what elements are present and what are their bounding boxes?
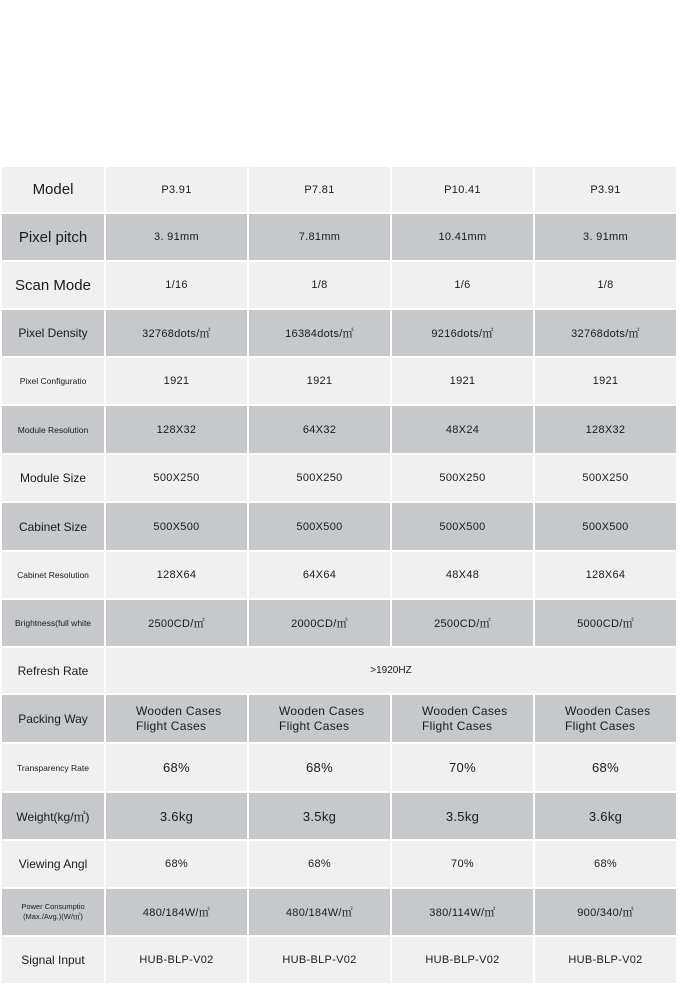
row-label: Model (1, 166, 105, 213)
row-label: Pixel Density (1, 309, 105, 357)
spec-value: 1921 (248, 357, 391, 405)
spec-value: >1920HZ (105, 647, 677, 694)
spec-value: HUB-BLP-V02 (391, 936, 534, 984)
spec-value: 128X32 (105, 405, 248, 454)
spec-value: 128X32 (534, 405, 677, 454)
row-label: Pixel pitch (1, 213, 105, 261)
spec-row-signal-input (1, 936, 677, 984)
spec-value: 2500CD/㎡ (105, 599, 248, 647)
spec-value: 1921 (105, 357, 248, 405)
specification-table (0, 165, 678, 985)
spec-value: 2000CD/㎡ (248, 599, 391, 647)
spec-row-pixel-pitch (1, 213, 677, 261)
spec-value: 68% (105, 840, 248, 888)
spec-value: 500X500 (248, 502, 391, 551)
spec-row-pixel-density (1, 309, 677, 357)
spec-value: 3. 91mm (105, 213, 248, 261)
row-label: Module Size (1, 454, 105, 502)
row-label: Pixel Configuratio (1, 357, 105, 405)
packing-line-2: Flight Cases (136, 718, 207, 733)
row-label: Module Resolution (1, 405, 105, 454)
spec-row-scan-mode (1, 261, 677, 309)
spec-value: 128X64 (105, 551, 248, 599)
spec-value: 70% (391, 743, 534, 792)
spec-value: P10.41 (391, 166, 534, 213)
spec-value: 68% (105, 743, 248, 792)
spec-value: HUB-BLP-V02 (534, 936, 677, 984)
spec-value: 380/114W/㎡ (391, 888, 534, 936)
spec-value: 500X250 (534, 454, 677, 502)
spec-value: 1921 (534, 357, 677, 405)
row-label: Signal Input (1, 936, 105, 984)
spec-row-module-size (1, 454, 677, 502)
spec-value (248, 694, 391, 743)
spec-value: P3.91 (105, 166, 248, 213)
spec-value: 3.6kg (105, 792, 248, 840)
spec-value: 64X64 (248, 551, 391, 599)
spec-value: 3.6kg (534, 792, 677, 840)
spec-value: 3.5kg (248, 792, 391, 840)
spec-value: 68% (248, 840, 391, 888)
spec-row-power-consumption (1, 888, 677, 936)
packing-line-2: Flight Cases (422, 718, 493, 733)
spec-value: 500X250 (105, 454, 248, 502)
spec-value: 7.81mm (248, 213, 391, 261)
spec-value: 32768dots/㎡ (534, 309, 677, 357)
spec-value: 16384dots/㎡ (248, 309, 391, 357)
spec-value (534, 694, 677, 743)
row-label: Refresh Rate (1, 647, 105, 694)
packing-line-1: Wooden Cases (136, 703, 222, 718)
spec-value: HUB-BLP-V02 (105, 936, 248, 984)
spec-value (105, 694, 248, 743)
row-label: Packing Way (1, 694, 105, 743)
packing-line-1: Wooden Cases (279, 703, 365, 718)
spec-value: 2500CD/㎡ (391, 599, 534, 647)
spec-row-model (1, 166, 677, 213)
spec-row-viewing-angle (1, 840, 677, 888)
spec-value: P3.91 (534, 166, 677, 213)
spec-value: 1/16 (105, 261, 248, 309)
spec-value: 68% (534, 840, 677, 888)
spec-value: 900/340/㎡ (534, 888, 677, 936)
spec-row-transparency-rate (1, 743, 677, 792)
row-label: Cabinet Resolution (1, 551, 105, 599)
packing-line-1: Wooden Cases (565, 703, 651, 718)
spec-value: 480/184W/㎡ (105, 888, 248, 936)
spec-value: 48X24 (391, 405, 534, 454)
spec-row-cabinet-size (1, 502, 677, 551)
spec-value: 500X250 (391, 454, 534, 502)
spec-row-module-resolution (1, 405, 677, 454)
spec-value: 10.41mm (391, 213, 534, 261)
packing-line-2: Flight Cases (565, 718, 636, 733)
spec-value: 9216dots/㎡ (391, 309, 534, 357)
spec-value: 64X32 (248, 405, 391, 454)
row-label: Weight(kg/㎡) (1, 792, 105, 840)
spec-value: 500X250 (248, 454, 391, 502)
spec-value: 68% (248, 743, 391, 792)
spec-row-cabinet-resolution (1, 551, 677, 599)
spec-value: 1/8 (534, 261, 677, 309)
spec-value: HUB-BLP-V02 (248, 936, 391, 984)
spec-value: 32768dots/㎡ (105, 309, 248, 357)
spec-value: 500X500 (391, 502, 534, 551)
spec-value: 70% (391, 840, 534, 888)
spec-value: 1/6 (391, 261, 534, 309)
row-label: Power Consumptio (Max./Avg.)(W/㎡) (1, 888, 105, 936)
packing-line-1: Wooden Cases (422, 703, 508, 718)
row-label: Transparency Rate (1, 743, 105, 792)
spec-value: 3.5kg (391, 792, 534, 840)
spec-row-weight (1, 792, 677, 840)
spec-value: 500X500 (534, 502, 677, 551)
spec-value: 48X48 (391, 551, 534, 599)
spec-value (391, 694, 534, 743)
row-label: Scan Mode (1, 261, 105, 309)
row-label: Cabinet Size (1, 502, 105, 551)
spec-value: 1/8 (248, 261, 391, 309)
spec-row-brightness (1, 599, 677, 647)
spec-value: P7.81 (248, 166, 391, 213)
spec-value: 5000CD/㎡ (534, 599, 677, 647)
spec-value: 128X64 (534, 551, 677, 599)
spec-row-packing-way (1, 694, 677, 743)
spec-row-pixel-configuration (1, 357, 677, 405)
row-label: Brightness(full white (1, 599, 105, 647)
spec-value: 68% (534, 743, 677, 792)
specification-table-body (1, 166, 677, 984)
spec-value: 1921 (391, 357, 534, 405)
spec-value: 480/184W/㎡ (248, 888, 391, 936)
spec-value: 500X500 (105, 502, 248, 551)
spec-value: 3. 91mm (534, 213, 677, 261)
packing-line-2: Flight Cases (279, 718, 350, 733)
spec-row-refresh-rate (1, 647, 677, 694)
row-label: Viewing Angl (1, 840, 105, 888)
